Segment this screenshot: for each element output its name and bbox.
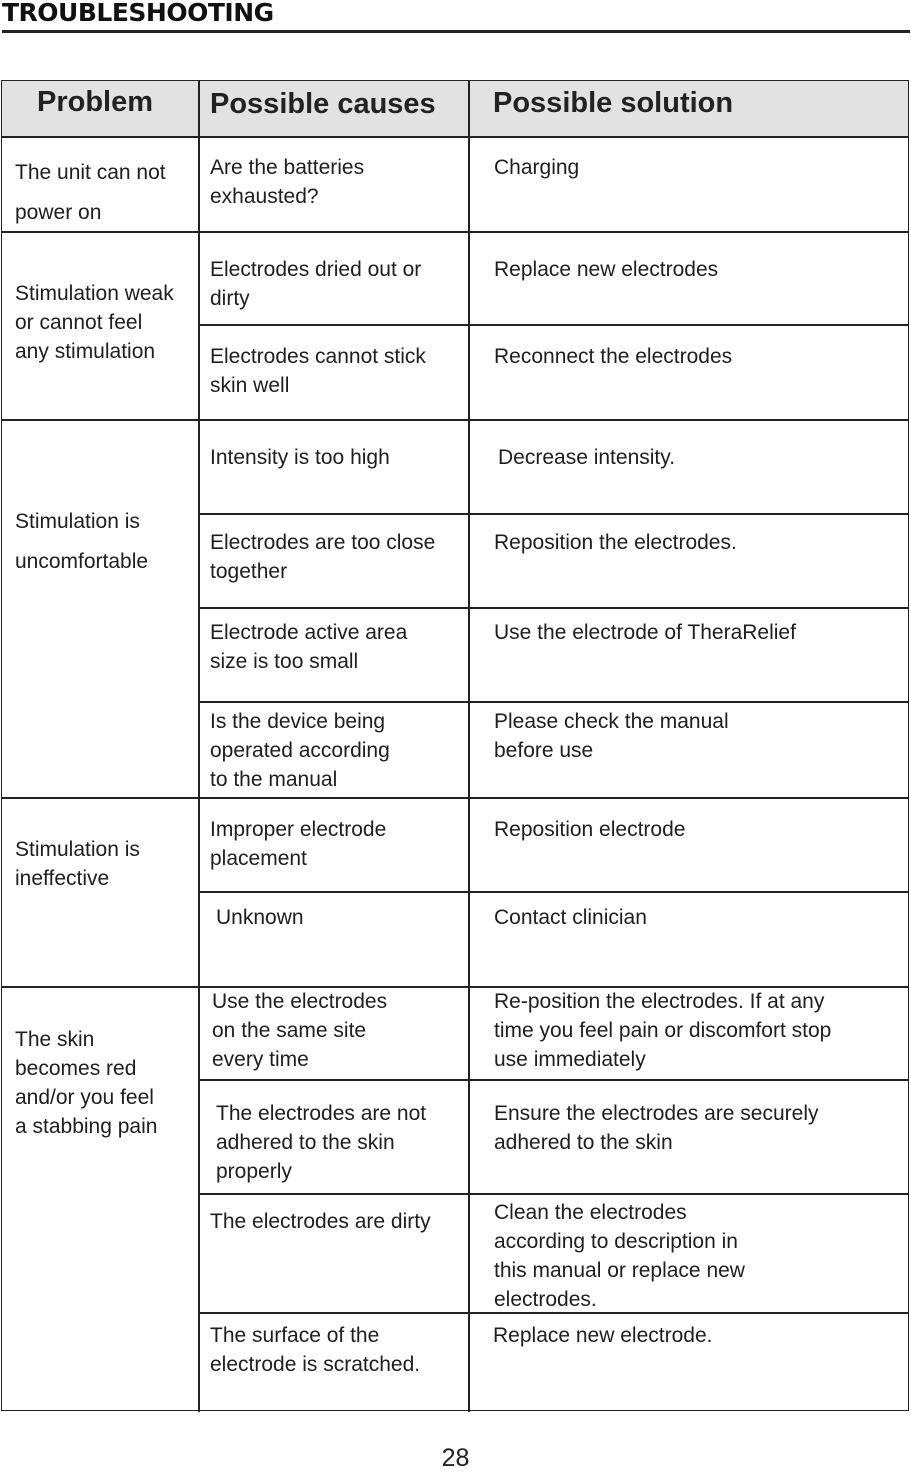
subrow-divider [198,891,908,893]
row-divider [2,797,908,799]
page-number: 28 [441,1444,470,1472]
solution-cell: Use the electrode of TheraRelief [494,621,796,644]
solution-cell: Replace new electrodes [494,258,719,281]
subrow-divider [198,701,908,703]
section-title: TROUBLESHOOTING [2,0,274,27]
header-problem: Problem [37,86,154,118]
problem-cell: Stimulation is uncomfortable [15,510,149,573]
column-divider [198,81,200,1412]
cause-cell: The electrodes are not adhered to the skin properly [216,1102,427,1183]
solution-cell: Re-position the electrodes. If at any time you feel pain or discomfort stop use immediately [494,990,832,1071]
cause-cell: Improper electrode placement [210,818,387,870]
solution-cell: Contact clinician [494,906,647,929]
cause-cell: Use the electrodes on the same site every time [212,990,388,1071]
problem-cell: The skin becomes red and/or you feel a stabbing pain [15,1028,158,1138]
solution-cell: Clean the electrodes according to description in this manual or replace new electrodes. [494,1201,745,1311]
title-underline [2,30,910,33]
cause-cell: Intensity is too high [210,446,390,469]
cause-cell: The surface of the electrode is scratched. [210,1324,421,1376]
header-possible-causes: Possible causes [210,88,436,120]
troubleshooting-table [1,80,909,1411]
solution-cell: Decrease intensity. [498,446,676,469]
cause-cell: Electrodes are too close together [210,531,436,583]
subrow-divider [198,324,908,326]
cause-cell: Electrodes cannot stick skin well [210,345,426,397]
subrow-divider [198,1193,908,1195]
problem-cell: Stimulation weak or cannot feel any stimulation [15,282,174,363]
row-divider [2,419,908,421]
solution-cell: Replace new electrode. [493,1324,713,1347]
cause-cell: Are the batteries exhausted? [210,156,365,208]
header-possible-solution: Possible solution [493,87,734,119]
cause-cell: Unknown [216,906,304,929]
solution-cell: Reposition the electrodes. [494,531,737,554]
solution-cell: Reposition electrode [494,818,686,841]
row-divider [2,136,908,138]
subrow-divider [198,1079,908,1081]
subrow-divider [198,513,908,515]
solution-cell: Ensure the electrodes are securely adhered to the skin [494,1102,819,1154]
problem-cell: Stimulation is ineffective [15,838,140,890]
subrow-divider [198,607,908,609]
solution-cell: Charging [494,156,580,179]
cause-cell: Is the device being operated according to the manual [210,710,390,791]
cause-cell: Electrode active area size is too small [210,621,408,673]
solution-cell: Please check the manual before use [494,710,729,762]
solution-cell: Reconnect the electrodes [494,345,733,368]
problem-cell: The unit can not power on [15,161,166,224]
cause-cell: Electrodes dried out or dirty [210,258,422,310]
column-divider [468,81,470,1412]
cause-cell: The electrodes are dirty [210,1210,431,1233]
